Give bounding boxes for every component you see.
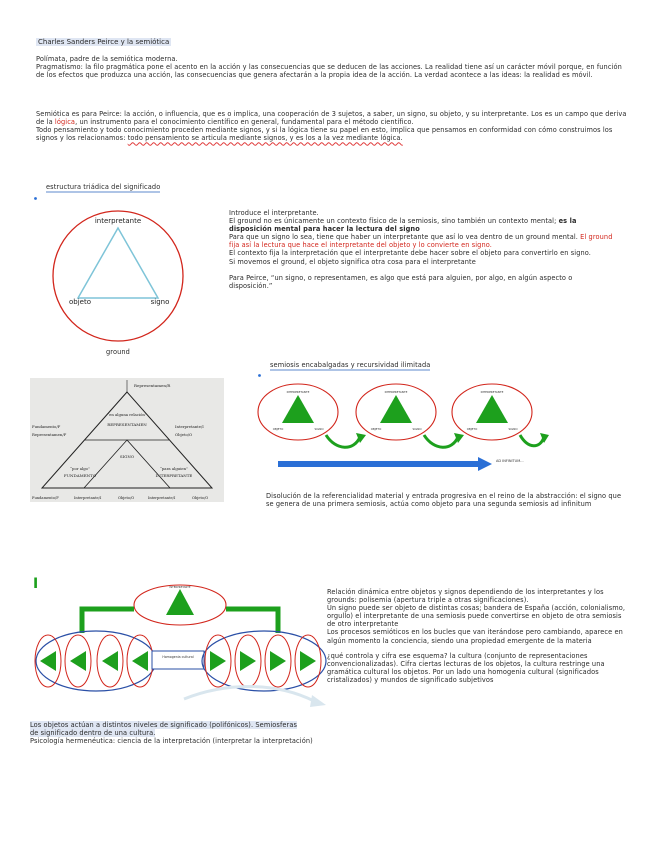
node-1-left-label: OBJETO bbox=[272, 427, 284, 431]
pale-curve-arrow bbox=[184, 687, 314, 702]
ad-infinitum-label: AD INFINITUM... bbox=[496, 459, 524, 463]
intro-line-2: Pragmatismo: la filo pragmática pone el acento en la acción y las consecuencias que se deducen de las acciones. La realidad tiene así un carácter móvil porque, en función de los efectos que produzca una acción, las consecuencias que genera afectarán a la propia idea de la acción. La verdad acontece a las ideas: la realidad es móvil. bbox=[36, 63, 622, 80]
s1-l3 bbox=[229, 233, 614, 249]
scan-bottom-1: Fundamento/F bbox=[32, 496, 59, 500]
s1-l3-a: Para que un signo lo sea, tiene que haber un interpretante que así lo vea dentro de un ground mental. bbox=[229, 233, 581, 242]
section2-heading: semiosis encabalgadas y recursividad ilimitada bbox=[270, 361, 430, 371]
bullet-icon bbox=[33, 186, 38, 191]
right-arrow-1 bbox=[210, 651, 226, 671]
pale-curve-arrow-head bbox=[310, 695, 326, 707]
green-connector-right bbox=[226, 609, 278, 633]
label-interpretante: interpretante bbox=[94, 217, 142, 225]
scan-rep-left: Representamen/F bbox=[32, 432, 67, 437]
homogenia-box bbox=[152, 651, 204, 669]
cultural-loops-diagram bbox=[34, 583, 328, 723]
right-arrow-4 bbox=[300, 651, 316, 671]
scan-bottom-3: Objeto/O bbox=[118, 496, 135, 500]
green-arrow-1 bbox=[326, 435, 360, 447]
semiotica-p1 bbox=[36, 110, 630, 126]
s3-l-l1 bbox=[30, 721, 300, 737]
intro-line-1: Polímata, padre de la semiótica moderna. bbox=[36, 55, 178, 63]
node-3-left-label: OBJETO bbox=[466, 427, 478, 431]
s3-r-l3: Los procesos semióticos en los bucles que van iterándose pero cambiando, aparece en algún momento la conciencia, siendo una propiedad emergente de la materia bbox=[327, 628, 623, 645]
s1-l4: El contexto fija la interpretación que el interpretante debe hacer sobre el objeto para convertirlo en signo. bbox=[229, 249, 591, 258]
s1-l2 bbox=[229, 217, 614, 233]
right-arrow-2 bbox=[240, 651, 256, 671]
label-objeto: objeto bbox=[68, 298, 92, 306]
blue-arrow-head bbox=[478, 457, 492, 471]
section3-left-text bbox=[30, 721, 313, 746]
node-1-top-label: INTERPRETANTE bbox=[286, 390, 310, 394]
s3-r-l2: Un signo puede ser objeto de distintas cosas; bandera de España (acción, colonialismo, orgullo) el interpretante de una semiosis puede convertirse en objeto de otra semiosis de otro interpretante bbox=[327, 604, 626, 629]
section3-right-text bbox=[327, 588, 627, 684]
scan-fund-left: Fundamento/F bbox=[32, 424, 61, 429]
section1-text bbox=[229, 209, 614, 290]
scan-bottom-5: Objeto/O bbox=[192, 496, 209, 500]
node-3-right-label: SIGNO bbox=[508, 427, 518, 431]
label-ground: ground bbox=[106, 348, 130, 356]
scan-obj-right: Objeto/O bbox=[175, 432, 193, 437]
left-arrow-1 bbox=[40, 651, 56, 671]
s1-l2-b: es la disposición mental para hacer la lectura del signo bbox=[229, 217, 577, 234]
scan-relacion: “en alguna relación” bbox=[107, 412, 147, 417]
scan-rep-top: Representamen/R bbox=[134, 383, 171, 388]
semiotica-p2 bbox=[36, 126, 630, 142]
blue-arrow-shaft bbox=[278, 461, 478, 467]
s1-l2-a: El ground no es únicamente un contexto físico de la semiosis, sino también un contexto mental; bbox=[229, 217, 559, 226]
ground-circle bbox=[53, 211, 183, 341]
semiotica-p2-underlined: todo pensamiento se articula mediante signos, y es los a la vez mediante lógica. bbox=[127, 134, 403, 143]
scan-interp-right: Interpretante/I bbox=[175, 424, 204, 429]
right-arrow-3 bbox=[270, 651, 286, 671]
scanned-semiosis-diagram bbox=[30, 378, 224, 502]
s3-l-l1-text: Los objetos actúan a distintos niveles de significado (polifónicos). Semiosferas de significado dentro de una cultura. bbox=[30, 721, 298, 738]
scan-interp-center: INTERPRETANTE bbox=[155, 473, 193, 478]
triad-triangle bbox=[78, 228, 158, 298]
green-connector-left bbox=[82, 609, 134, 633]
s3-l-l2: Psicología hermenéutica: ciencia de la interpretación (interpretar la interpretación) bbox=[30, 737, 313, 746]
s1-l6: Para Peirce, “un signo, o representamen, es algo que está para alguien, por algo, en algún aspecto o disposición.” bbox=[229, 273, 573, 290]
scan-fund-center: FUNDAMENTO bbox=[63, 473, 97, 478]
node-2-left-label: OBJETO bbox=[370, 427, 382, 431]
s1-l3-red: El ground fija así la lectura que hace el interpretante del objeto y lo convierte en signo. bbox=[229, 233, 613, 250]
scan-bottom-2: Interpretante/I bbox=[74, 496, 102, 500]
green-arrow-2 bbox=[424, 435, 458, 447]
section1-heading: estructura triádica del significado bbox=[46, 183, 160, 193]
node-2-top-label: INTERPRETANTE bbox=[384, 390, 408, 394]
label-signo: signo bbox=[150, 298, 170, 306]
page-title: Charles Sanders Peirce y la semiótica bbox=[38, 38, 170, 46]
node-1-right-label: SIGNO bbox=[314, 427, 324, 431]
node-2-right-label: SIGNO bbox=[412, 427, 422, 431]
section2-caption: Disolución de la referencialidad material y entrada progresiva en el reino de la abstracción: el signo que se genera de una primera semiosis, actúa como objeto para una segunda semiosis ad infinitum bbox=[266, 492, 622, 509]
semiotica-text bbox=[36, 110, 630, 142]
scan-para-alguien: “para alguien” bbox=[159, 466, 189, 471]
encabalgadas-diagram bbox=[256, 381, 550, 475]
semiotica-p1-red: lógica bbox=[54, 118, 76, 127]
s3-r-l4: ¿qué controla y cifra ese esquema? la cultura (conjunto de representaciones convencionalizadas). Cifra ciertas lecturas de los objetos, la cultura restringe una gramática cultural los objetos. Por un lado una homogenia cultural (significados cristalizados) y mundos de significado subjetivos bbox=[327, 651, 605, 684]
scan-signo: SIGNO bbox=[119, 454, 135, 459]
scan-rep-center: REPRESENTAMEN bbox=[107, 422, 147, 427]
semiotica-p1-b: , un instrumento para el conocimiento científico en general, fundamental para el método científico. bbox=[75, 118, 414, 127]
intro-text bbox=[36, 55, 626, 79]
left-arrow-2 bbox=[70, 651, 86, 671]
green-arrow-3 bbox=[520, 435, 544, 446]
triangle-diagram bbox=[50, 206, 186, 346]
homogenia-label: Homogenia cultural bbox=[162, 655, 194, 659]
scan-por-algo: “por algo” bbox=[70, 466, 90, 471]
green-mark: I bbox=[33, 576, 39, 592]
left-arrow-3 bbox=[102, 651, 118, 671]
semiotica-p1-a: Semiótica es para Peirce: la acción, o influencia, que es o implica, una cooperación de 3 sujetos, a saber, un signo, su objeto, y su interpretante. Los es un campo que deriva de la bbox=[36, 110, 627, 127]
node-3-top-label: INTERPRETANTE bbox=[480, 390, 504, 394]
s3-r-l1: Relación dinámica entre objetos y signos dependiendo de los interpretantes y los grounds: polisemia (apertura triple a otras significaciones). bbox=[327, 588, 604, 605]
top-node-label: INTERPRETANTE bbox=[169, 586, 191, 589]
left-arrow-4 bbox=[132, 651, 148, 671]
scan-bottom-4: Interpretante/I bbox=[148, 496, 176, 500]
s1-l1: Introduce el interpretante. bbox=[229, 209, 319, 217]
s1-l5: Si movemos el ground, el objeto significa otra cosa para el interpretante bbox=[229, 257, 476, 266]
semiotica-p2-a: Todo pensamiento y todo conocimiento proceden mediante signos, y si la lógica tiene su papel en esto, implica que pensamos en conformidad con cómo construimos los signos y los relacionamos: bbox=[36, 126, 613, 143]
bullet-icon bbox=[257, 363, 262, 368]
